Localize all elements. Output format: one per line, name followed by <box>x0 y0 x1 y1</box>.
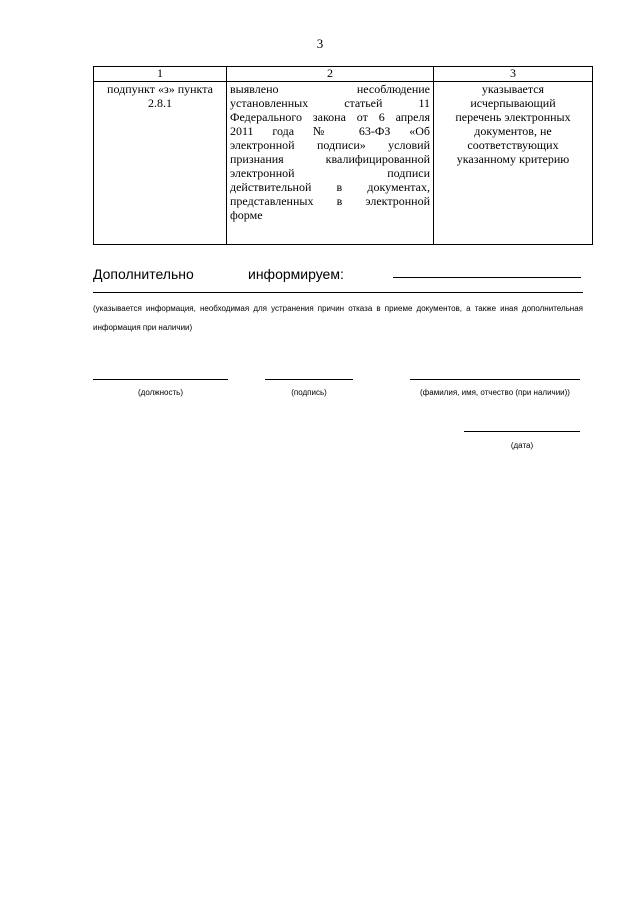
reason-line: представленных в электронной <box>230 194 430 208</box>
table-cell-basis <box>94 82 227 245</box>
position-caption: (должность) <box>138 388 183 397</box>
reason-line: форме <box>230 208 263 222</box>
column-header-2: 2 <box>227 67 434 82</box>
reason-line: установленных статьей 11 <box>230 96 430 110</box>
additional-info-note: (указывается информация, необходимая для устранения причин отказа в приеме документов, а также иная дополнительная информация при наличии) <box>93 304 583 332</box>
signature-caption: (подпись) <box>291 388 327 397</box>
table-header-row <box>94 67 593 82</box>
additional-label-word1: Дополнительно <box>93 266 194 282</box>
reason-line: электронной подписи <box>230 166 430 180</box>
date-field[interactable] <box>464 431 580 432</box>
position-field[interactable] <box>93 379 228 380</box>
table-row <box>94 82 593 245</box>
additional-info-field-full[interactable] <box>93 292 583 293</box>
additional-info-field[interactable] <box>393 277 581 278</box>
reason-line: признания квалифицированной <box>230 152 430 166</box>
explanation-text: указывается исчерпывающий перечень электронных документов, не соответствующих указанному критерию <box>455 82 571 166</box>
basis-text: подпункт «з» пункта 2.8.1 <box>107 82 213 110</box>
reason-line: Федерального закона от 6 апреля <box>230 110 430 124</box>
reason-line: действительной в документах, <box>230 180 430 194</box>
column-header-3: 3 <box>434 67 593 82</box>
table-cell-reason <box>227 82 434 245</box>
reason-line: выявлено несоблюдение <box>230 82 430 96</box>
page-number: 3 <box>316 36 324 51</box>
column-header-1: 1 <box>94 67 227 82</box>
additional-label-word2: информируем: <box>248 266 344 282</box>
reason-line: электронной подписи» условий <box>230 138 430 152</box>
full-name-field[interactable] <box>410 379 580 380</box>
full-name-caption: (фамилия, имя, отчество (при наличии)) <box>420 388 570 397</box>
date-caption: (дата) <box>510 441 534 450</box>
criteria-table <box>93 66 593 245</box>
table-cell-explanation <box>434 82 593 245</box>
signature-field[interactable] <box>265 379 353 380</box>
reason-line: 2011 года № 63-ФЗ «Об <box>230 124 430 138</box>
